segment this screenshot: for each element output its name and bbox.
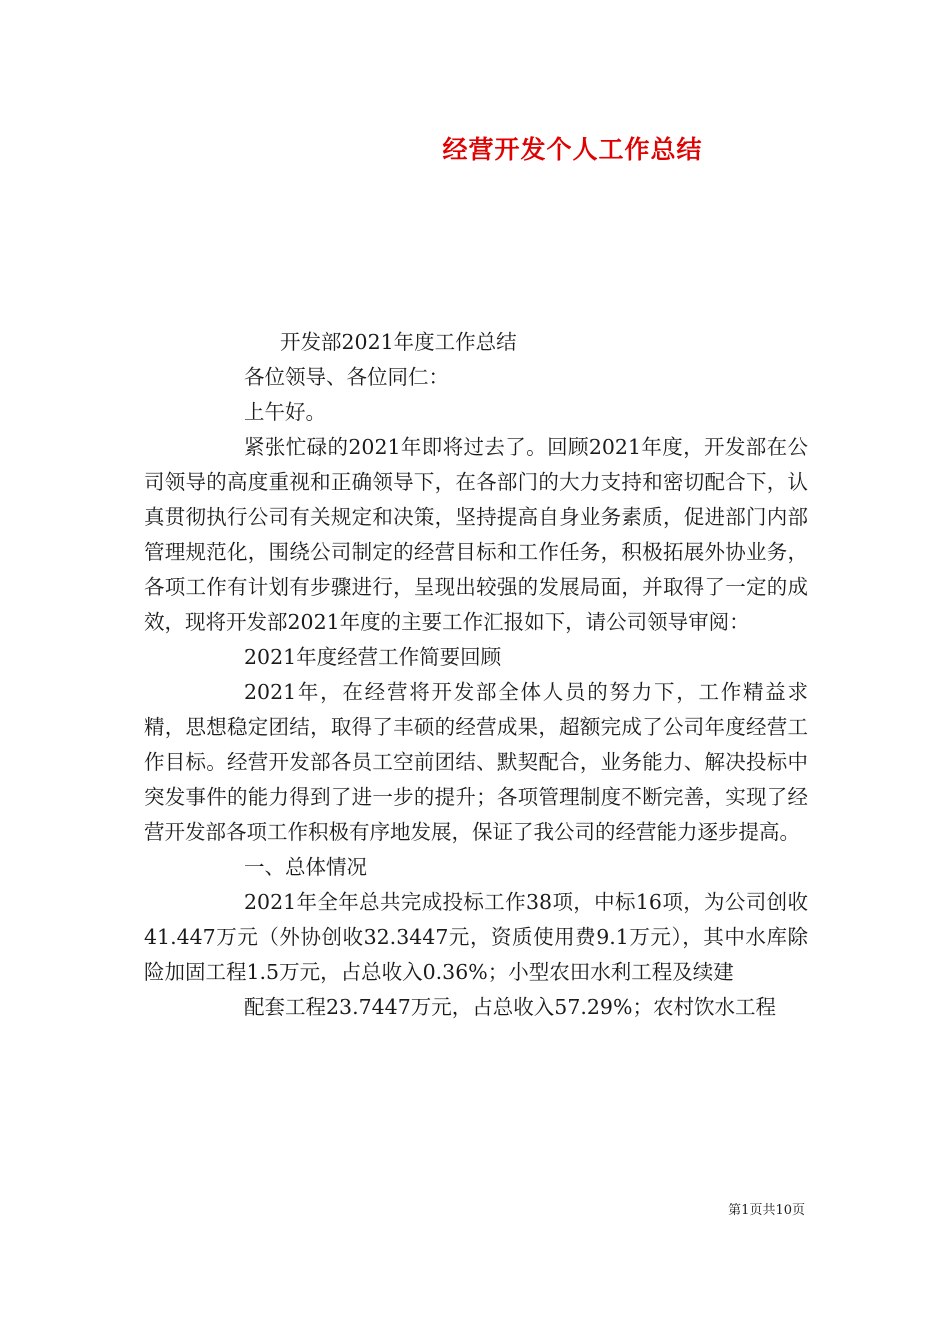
- paragraph: 上午好。: [244, 400, 326, 424]
- paragraph: 一、总体情况: [244, 855, 367, 879]
- paragraph: 2021年度经营工作简要回顾: [244, 645, 502, 669]
- paragraph: 开发部2021年度工作总结: [280, 330, 517, 354]
- paragraph: 各位领导、各位同仁：: [244, 365, 449, 389]
- document-title: 经营开发个人工作总结: [442, 135, 703, 164]
- paragraph: 2021年，在经营将开发部全体人员的努力下，工作精益求精，思想稳定团结，取得了丰硕的经营成果，超额完成了公司年度经营工作目标。经营开发部各员工空前团结、默契配合，业务能力、解决投标中突发事件的能力得到了进一步的提升；各项管理制度不断完善，实现了经营开发部各项工作积极有序地发展，保证了我公司的经营能力逐步提高。: [144, 680, 808, 844]
- paragraph: 紧张忙碌的2021年即将过去了。回顾2021年度，开发部在公司领导的高度重视和正确领导下，在各部门的大力支持和密切配合下，认真贯彻执行公司有关规定和决策，坚持提高自身业务素质，促进部门内部管理规范化，围绕公司制定的经营目标和工作任务，积极拓展外协业务，各项工作有计划有步骤进行，呈现出较强的发展局面，并取得了一定的成效，现将开发部2021年度的主要工作汇报如下，请公司领导审阅：: [144, 435, 808, 634]
- paragraph: 配套工程23.7447万元，占总收入57.29%；农村饮水工程: [244, 995, 776, 1019]
- page-number: 第1页共10页: [728, 1203, 805, 1218]
- document-body: [144, 325, 808, 1025]
- paragraph: 2021年全年总共完成投标工作38项，中标16项，为公司创收41.447万元（外协创收32.3447元，资质使用费9.1万元），其中水库除险加固工程1.5万元，占总收入0.36%；小型农田水利工程及续建: [144, 890, 808, 984]
